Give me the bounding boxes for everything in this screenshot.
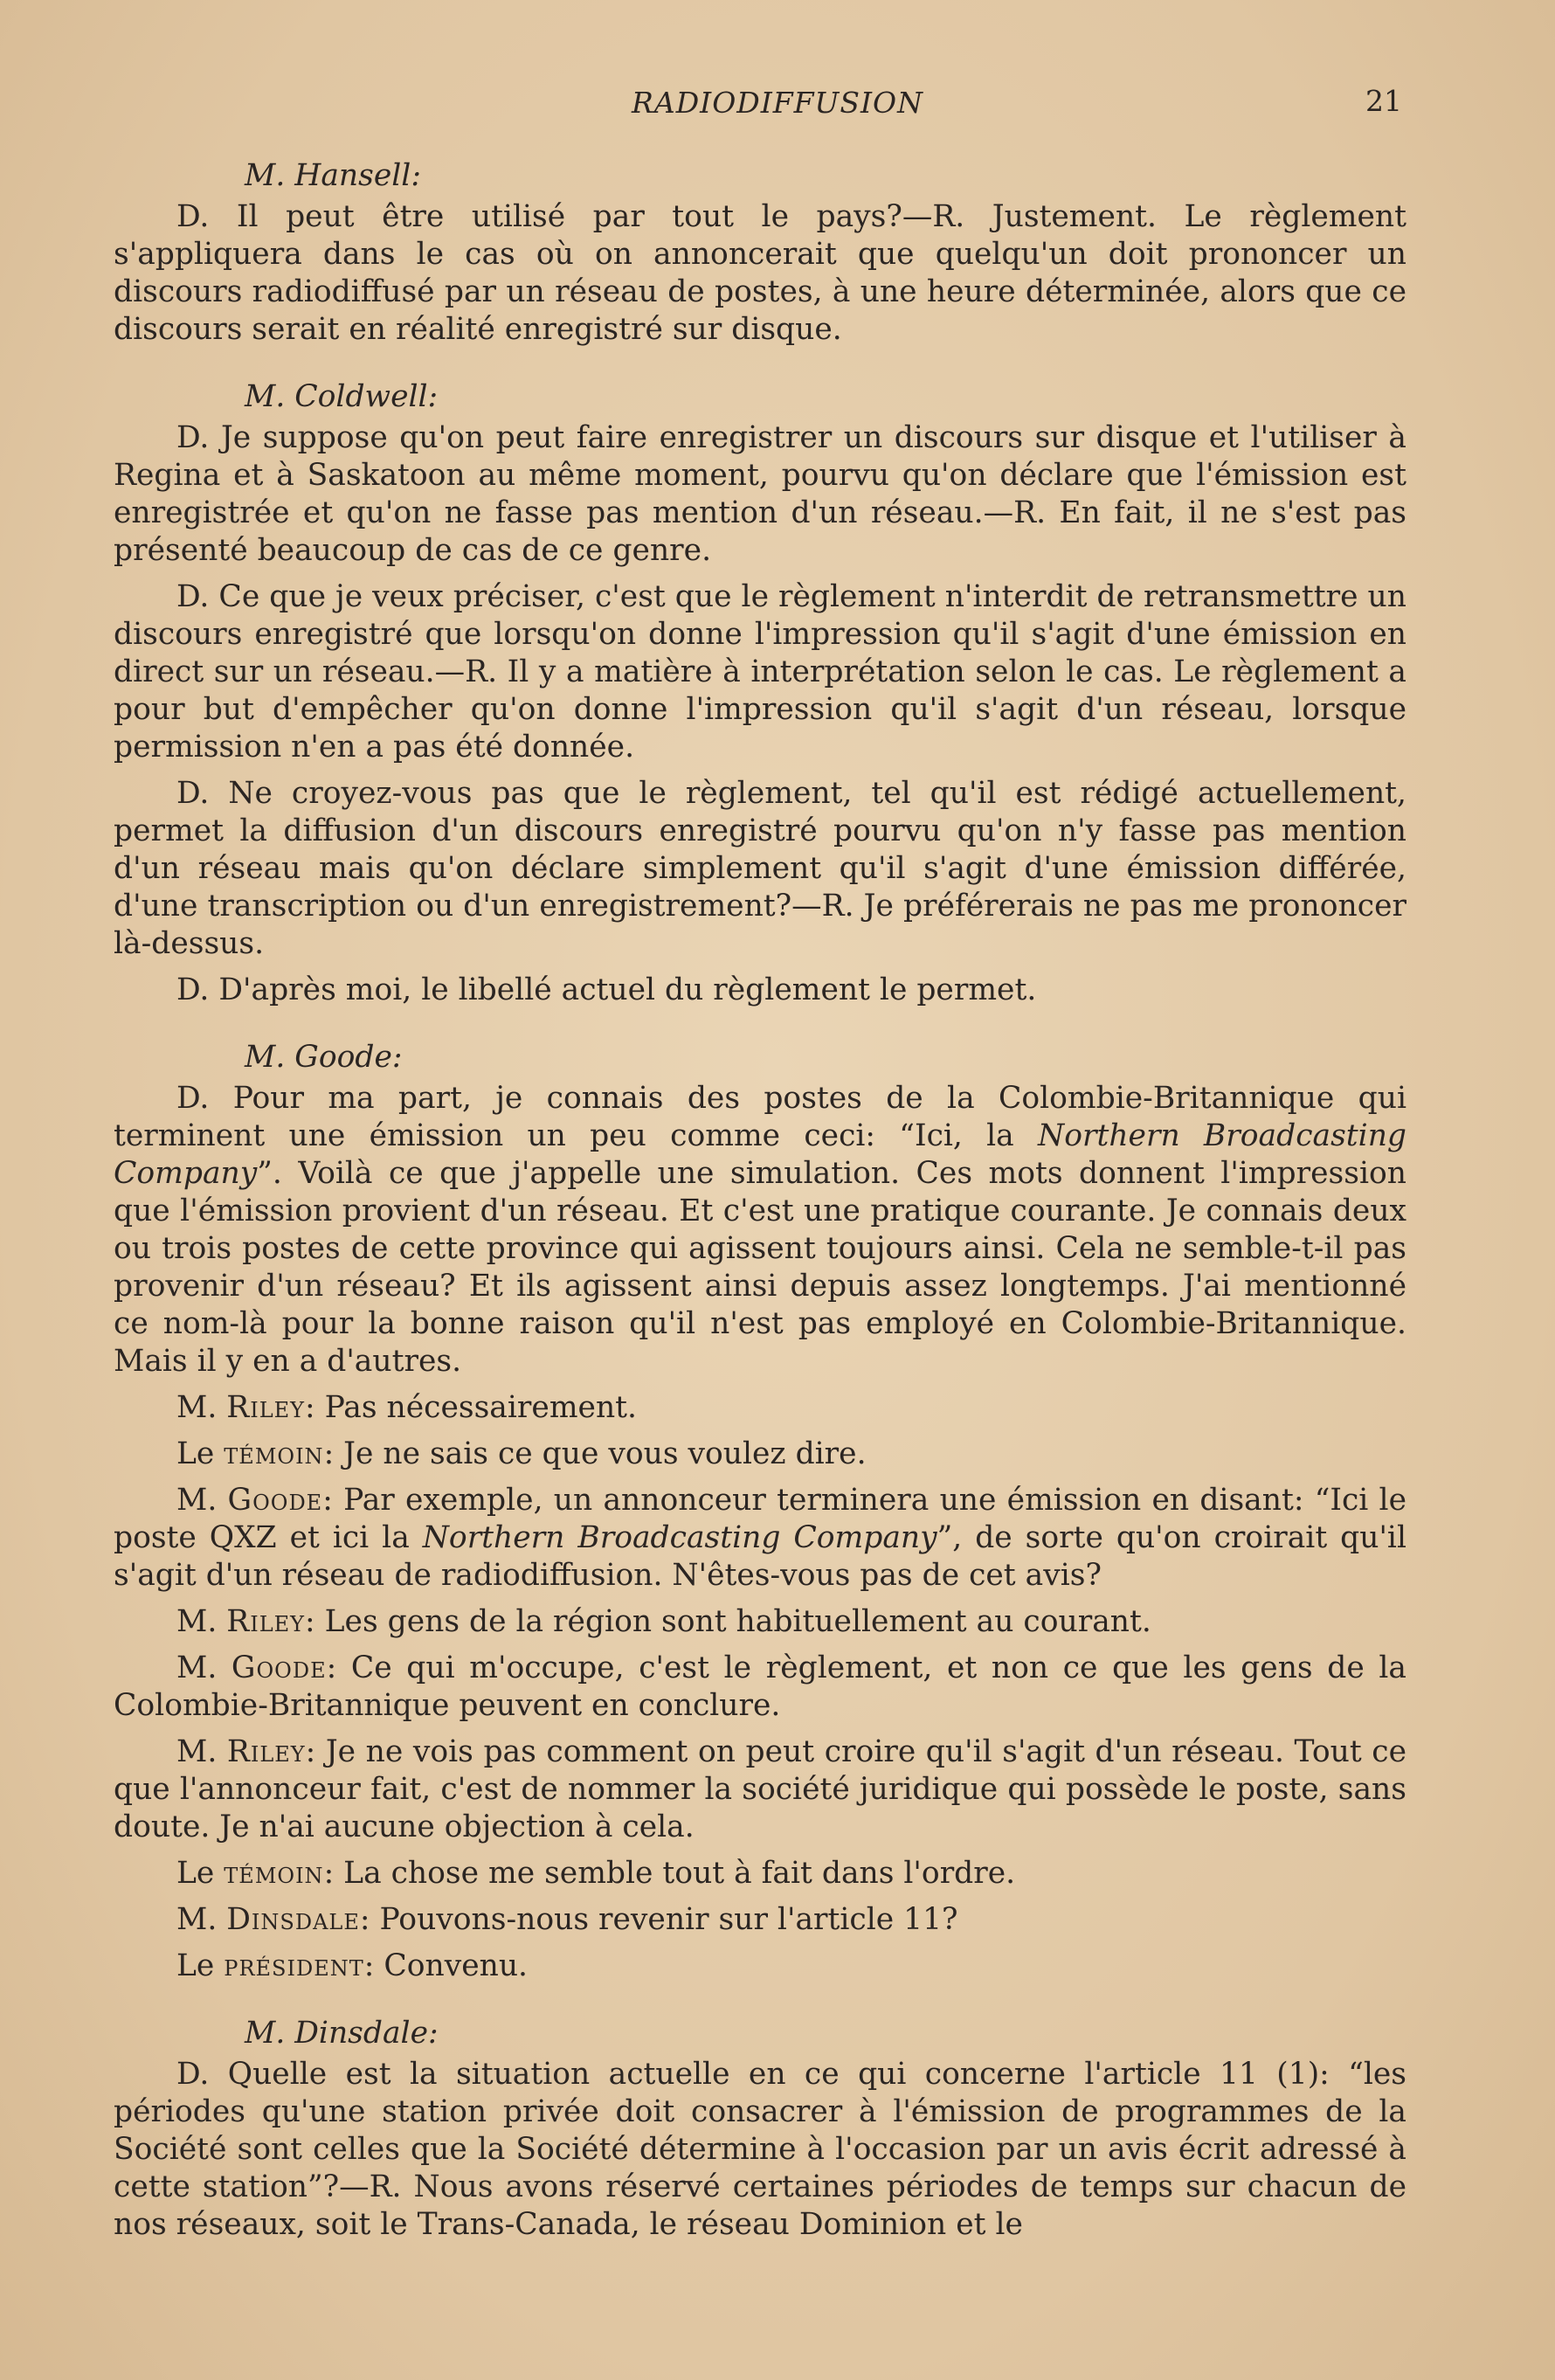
dialogue-text: ”, de sorte qu'on croirait qu'il s'agit d'un réseau de radiodiffusion. N'êtes-vous pas de cet avis? (114, 1520, 1407, 1593)
running-title: RADIODIFFUSION (632, 86, 923, 120)
speaker-name: Riley (226, 1734, 306, 1769)
dialogue-text: : Je ne vois pas comment on peut croire qu'il s'agit d'un réseau. Tout ce que l'annonceur fait, c'est de nommer la société juridique qui possède le poste, sans doute. Je n'ai aucune objection à cela. (114, 1734, 1406, 1844)
dialogue-text: : Je ne sais ce que vous voulez dire. (323, 1436, 867, 1471)
dialogue-text: : Pouvons-nous revenir sur l'article 11? (359, 1902, 958, 1937)
dialogue-line (114, 1855, 1406, 1892)
paragraph: D. Ne croyez-vous pas que le règlement, tel qu'il est rédigé actuellement, permet la diffusion d'un discours enregistré pourvu qu'on n'y fasse pas mention d'un réseau mais qu'on déclare simplement qu'il s'agit d'une émission différée, d'une transcription ou d'un enregistrement?—R. Je préférerais ne pas me prononcer là-dessus. (114, 776, 1406, 961)
speaker-heading: M. Coldwell: (245, 379, 439, 414)
dialogue-text: : Pas nécessairement. (305, 1390, 638, 1425)
section-goode (114, 1039, 1406, 1985)
dialogue-text: : Par exemple, un annonceur terminera une émission en disant: “Ici le poste QXZ et ici la (114, 1483, 1406, 1555)
speaker-heading: M. Goode: (245, 1040, 403, 1075)
speaker-title: M. (176, 1604, 227, 1639)
dialogue-text: : Convenu. (363, 1948, 529, 1983)
speaker-name: Goode (231, 1650, 327, 1685)
paragraph: D. Ce que je veux préciser, c'est que le règlement n'interdit de retransmettre un discours enregistré que lorsqu'on donne l'impression qu'il s'agit d'une émission en direct sur un réseau.—R. Il y a matière à interprétation selon le cas. Le règlement a pour but d'empêcher qu'on donne l'impression qu'il s'agit d'un réseau, lorsque permission n'en a pas été donnée. (114, 579, 1406, 765)
page-header (0, 80, 1555, 124)
company-name: Northern Broadcasting Company (114, 1118, 1406, 1191)
paragraph: D. Il peut être utilisé par tout le pays?—R. Justement. Le règlement s'appliquera dans le cas où on annoncerait que quelqu'un doit prononcer un discours radiodiffusé par un réseau de postes, à une heure déterminée, alors que ce discours serait en réalité enregistré sur disque. (114, 199, 1406, 347)
dialogue-line (114, 1733, 1406, 1846)
dialogue-text: : La chose me semble tout à fait dans l'ordre. (323, 1856, 1016, 1891)
paragraph (114, 1080, 1406, 1380)
paragraph: D. Quelle est la situation actuelle en ce qui concerne l'article 11 (1): “les périodes qu'une station privée doit consacrer à l'émission de programmes de la Société sont celles que la Société détermine à l'occasion par un avis écrit adressé à cette station”?—R. Nous avons réservé certaines périodes de temps sur chacun de nos réseaux, soit le Trans-Canada, le réseau Dominion et le (114, 2057, 1406, 2242)
dialogue-line (114, 1482, 1406, 1595)
speaker-name: Riley (226, 1604, 306, 1639)
dialogue-text: : Ce qui m'occupe, c'est le règlement, et non ce que les gens de la Colombie-Britannique peuvent en conclure. (114, 1650, 1406, 1723)
speaker-name: président (224, 1948, 364, 1983)
speaker-title: M. (176, 1390, 227, 1425)
paragraph: D. D'après moi, le libellé actuel du règlement le permet. (176, 972, 1037, 1007)
text-run: D. Pour ma part, je connais des postes de la Colombie-Britannique qui terminent une émission un peu comme ceci: “Ici, la (114, 1081, 1406, 1153)
dialogue-line (114, 1901, 1406, 1939)
section-coldwell (114, 378, 1406, 1009)
speaker-name: Dinsdale (226, 1902, 360, 1937)
speaker-name: Goode (227, 1483, 323, 1518)
speaker-title: M. (176, 1902, 227, 1937)
speaker-name: témoin (224, 1436, 324, 1471)
dialogue-line (114, 1650, 1406, 1725)
company-name: Northern Broadcasting Company (422, 1520, 937, 1555)
page-number: 21 (1365, 84, 1402, 118)
speaker-heading: M. Hansell: (245, 158, 421, 193)
section-dinsdale (114, 2015, 1406, 2244)
speaker-title: M. (176, 1483, 228, 1518)
speaker-title: Le (176, 1948, 225, 1983)
section-hansell (114, 157, 1406, 349)
speaker-title: Le (176, 1856, 225, 1891)
page-body (114, 157, 1406, 2273)
text-run: ”. Voilà ce que j'appelle une simulation. Ces mots donnent l'impression que l'émission provient d'un réseau. Et c'est une pratique courante. Je connais deux ou trois postes de cette province qui agissent toujours ainsi. Cela ne semble-t-il pas provenir d'un réseau? Et ils agissent ainsi depuis assez longtemps. J'ai mentionné ce nom-là pour la bonne raison qu'il n'est pas employé en Colombie-Britannique. Mais il y en a d'autres. (114, 1156, 1406, 1379)
dialogue-line (114, 1436, 1406, 1473)
dialogue-text: : Les gens de la région sont habituellement au courant. (305, 1604, 1151, 1639)
speaker-heading: M. Dinsdale: (245, 2016, 439, 2051)
dialogue-line (114, 1603, 1406, 1641)
paragraph: D. Je suppose qu'on peut faire enregistrer un discours sur disque et l'utiliser à Regina et à Saskatoon au même moment, pourvu qu'on déclare que l'émission est enregistrée et qu'on ne fasse pas mention d'un réseau.—R. En fait, il ne s'est pas présenté beaucoup de cas de ce genre. (114, 420, 1406, 568)
dialogue-line (114, 1389, 1406, 1427)
dialogue-line (114, 1948, 1406, 1985)
speaker-title: M. (176, 1650, 232, 1685)
speaker-name: Riley (226, 1390, 306, 1425)
speaker-name: témoin (224, 1856, 324, 1891)
speaker-title: Le (176, 1436, 225, 1471)
speaker-title: M. (176, 1734, 227, 1769)
